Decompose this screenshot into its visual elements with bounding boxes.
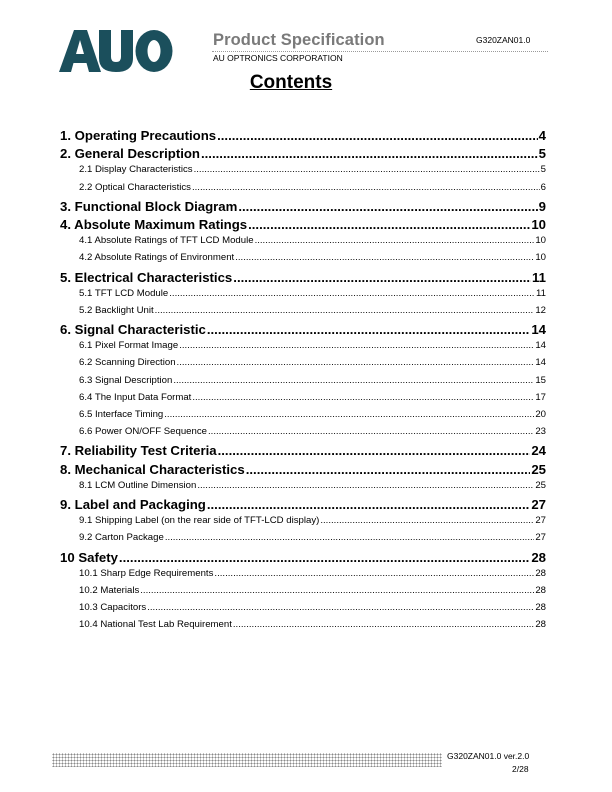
toc-entry-page: 14: [531, 322, 546, 338]
toc-subsection[interactable]: [60, 392, 546, 409]
toc-entry-page: 6: [540, 181, 546, 193]
toc-subsection[interactable]: [60, 357, 546, 374]
toc-entry-page: 27: [535, 532, 546, 544]
toc-dot-leader: [235, 252, 534, 263]
toc-dot-leader: [192, 392, 534, 403]
toc-subsection[interactable]: [60, 426, 546, 443]
toc-entry-label: 5. Electrical Characteristics: [60, 269, 233, 285]
toc-entry-page: 28: [531, 549, 546, 565]
toc-entry-label: 9. Label and Packaging: [60, 496, 206, 512]
toc-subsection[interactable]: [60, 585, 546, 602]
toc-dot-leader: [255, 235, 535, 246]
toc-entry-label: 4.1 Absolute Ratings of TFT LCD Module: [79, 235, 254, 247]
toc-dot-leader: [164, 409, 534, 420]
toc-subsection[interactable]: [60, 619, 546, 636]
toc-dot-leader: [147, 602, 534, 613]
toc-dot-leader: [207, 322, 530, 337]
toc-dot-leader: [201, 146, 538, 161]
toc-subsection[interactable]: [60, 340, 546, 357]
toc-entry-page: 23: [535, 426, 546, 438]
toc-entry-label: 6.2 Scanning Direction: [79, 357, 176, 369]
auo-logo: [59, 30, 173, 72]
toc-dot-leader: [320, 515, 534, 526]
toc-dot-leader: [238, 199, 537, 214]
toc-dot-leader: [214, 568, 534, 579]
toc-dot-leader: [217, 128, 538, 143]
toc-entry-page: 28: [535, 602, 546, 614]
toc-entry-label: 10 Safety: [60, 549, 118, 565]
toc-dot-leader: [179, 340, 534, 351]
toc-dot-leader: [155, 305, 535, 316]
document-code: G320ZAN01.0: [476, 35, 531, 45]
toc-entry-page: 10: [531, 216, 546, 232]
toc-entry-page: 14: [535, 340, 546, 352]
toc-section[interactable]: [60, 322, 546, 340]
toc-dot-leader: [140, 585, 534, 596]
toc-entry-label: 6. Signal Characteristic: [60, 322, 206, 338]
toc-subsection[interactable]: [60, 252, 546, 269]
document-title: Product Specification: [213, 31, 385, 49]
toc-entry-page: 28: [535, 584, 546, 596]
toc-dot-leader: [194, 164, 540, 175]
toc-subsection[interactable]: [60, 602, 546, 619]
toc-subsection[interactable]: [60, 480, 546, 497]
toc-entry-page: 25: [535, 479, 546, 491]
toc-dot-leader: [169, 288, 535, 299]
toc-subsection[interactable]: [60, 164, 546, 181]
toc-dot-leader: [233, 619, 534, 630]
toc-entry-page: 24: [531, 443, 546, 459]
footer-doc-version: G320ZAN01.0 ver.2.0: [447, 751, 530, 761]
toc-entry-label: 8. Mechanical Characteristics: [60, 461, 245, 477]
toc-entry-page: 5: [540, 164, 546, 176]
toc-entry-label: 9.2 Carton Package: [79, 532, 164, 544]
toc-subsection[interactable]: [60, 182, 546, 199]
toc-dot-leader: [173, 375, 534, 386]
footer-dotted-band: [52, 753, 442, 767]
toc-entry-page: 28: [535, 619, 546, 631]
toc-entry-label: 6.6 Power ON/OFF Sequence: [79, 426, 207, 438]
toc-entry-label: 2.2 Optical Characteristics: [79, 181, 191, 193]
toc-subsection[interactable]: [60, 375, 546, 392]
toc-entry-page: 9: [538, 198, 546, 214]
toc-entry-page: 10: [535, 252, 546, 264]
toc-entry-label: 5.2 Backlight Unit: [79, 304, 154, 316]
toc-entry-label: 8.1 LCM Outline Dimension: [79, 479, 197, 491]
header-divider: [212, 51, 548, 52]
toc-entry-page: 17: [535, 391, 546, 403]
toc-dot-leader: [165, 532, 535, 543]
toc-entry-page: 27: [531, 496, 546, 512]
toc-dot-leader: [208, 426, 534, 437]
toc-entry-page: 28: [535, 567, 546, 579]
toc-entry-label: 6.4 The Input Data Format: [79, 391, 192, 403]
toc-entry-page: 20: [535, 409, 546, 420]
toc-entry-label: 10.4 National Test Lab Requirement: [79, 619, 232, 631]
toc-subsection[interactable]: [60, 288, 546, 305]
toc-dot-leader: [233, 270, 531, 285]
toc-subsection[interactable]: [60, 409, 546, 426]
toc-entry-page: 25: [531, 461, 546, 477]
toc-entry-label: 2.1 Display Characteristics: [79, 164, 193, 176]
toc-dot-leader: [218, 443, 531, 458]
toc-subsection[interactable]: [60, 532, 546, 549]
toc-entry-page: 27: [535, 515, 546, 527]
toc-entry-label: 6.1 Pixel Format Image: [79, 340, 179, 352]
toc-entry-label: 9.1 Shipping Label (on the rear side of TFT-LCD display): [79, 515, 320, 527]
toc-section[interactable]: [60, 217, 546, 235]
toc-entry-label: 7. Reliability Test Criteria: [60, 443, 217, 459]
toc-dot-leader: [119, 550, 530, 565]
toc-dot-leader: [197, 480, 534, 491]
toc-section[interactable]: [60, 146, 546, 164]
toc-subsection[interactable]: [60, 235, 546, 252]
toc-entry-page: 14: [535, 357, 546, 369]
toc-dot-leader: [207, 497, 530, 512]
toc-entry-page: 11: [536, 287, 546, 299]
toc-dot-leader: [192, 182, 540, 193]
toc-section[interactable]: [60, 462, 546, 480]
table-of-contents: [60, 128, 546, 636]
contents-heading: Contents: [249, 72, 333, 93]
toc-entry-label: 10.2 Materials: [79, 584, 140, 596]
toc-entry-label: 4.2 Absolute Ratings of Environment: [79, 252, 235, 264]
toc-entry-label: 1. Operating Precautions: [60, 128, 217, 143]
company-name: AU OPTRONICS CORPORATION: [213, 53, 343, 63]
toc-dot-leader: [177, 357, 535, 368]
toc-entry-label: 10.3 Capacitors: [79, 602, 147, 614]
toc-dot-leader: [248, 217, 530, 232]
toc-subsection[interactable]: [60, 515, 546, 532]
toc-subsection[interactable]: [60, 305, 546, 322]
toc-entry-label: 5.1 TFT LCD Module: [79, 287, 169, 299]
toc-entry-label: 2. General Description: [60, 146, 200, 162]
toc-entry-page: 11: [532, 269, 546, 285]
toc-entry-label: 6.3 Signal Description: [79, 374, 173, 386]
toc-section[interactable]: [60, 443, 546, 461]
toc-section[interactable]: [60, 128, 546, 146]
toc-subsection[interactable]: [60, 568, 546, 585]
toc-entry-label: 6.5 Interface Timing: [79, 409, 164, 420]
toc-dot-leader: [246, 462, 531, 477]
toc-entry-label: 3. Functional Block Diagram: [60, 198, 238, 214]
toc-section[interactable]: [60, 199, 546, 217]
toc-entry-label: 10.1 Sharp Edge Requirements: [79, 567, 214, 579]
toc-entry-page: 15: [535, 374, 546, 386]
toc-entry-page: 12: [535, 304, 546, 316]
toc-entry-page: 10: [535, 235, 546, 247]
toc-entry-page: 5: [538, 146, 546, 162]
toc-entry-page: 4: [538, 128, 546, 143]
toc-entry-label: 4. Absolute Maximum Ratings: [60, 216, 248, 232]
toc-section[interactable]: [60, 497, 546, 515]
footer-page-number: 2/28: [512, 764, 529, 774]
toc-section[interactable]: [60, 270, 546, 288]
toc-section[interactable]: [60, 550, 546, 568]
